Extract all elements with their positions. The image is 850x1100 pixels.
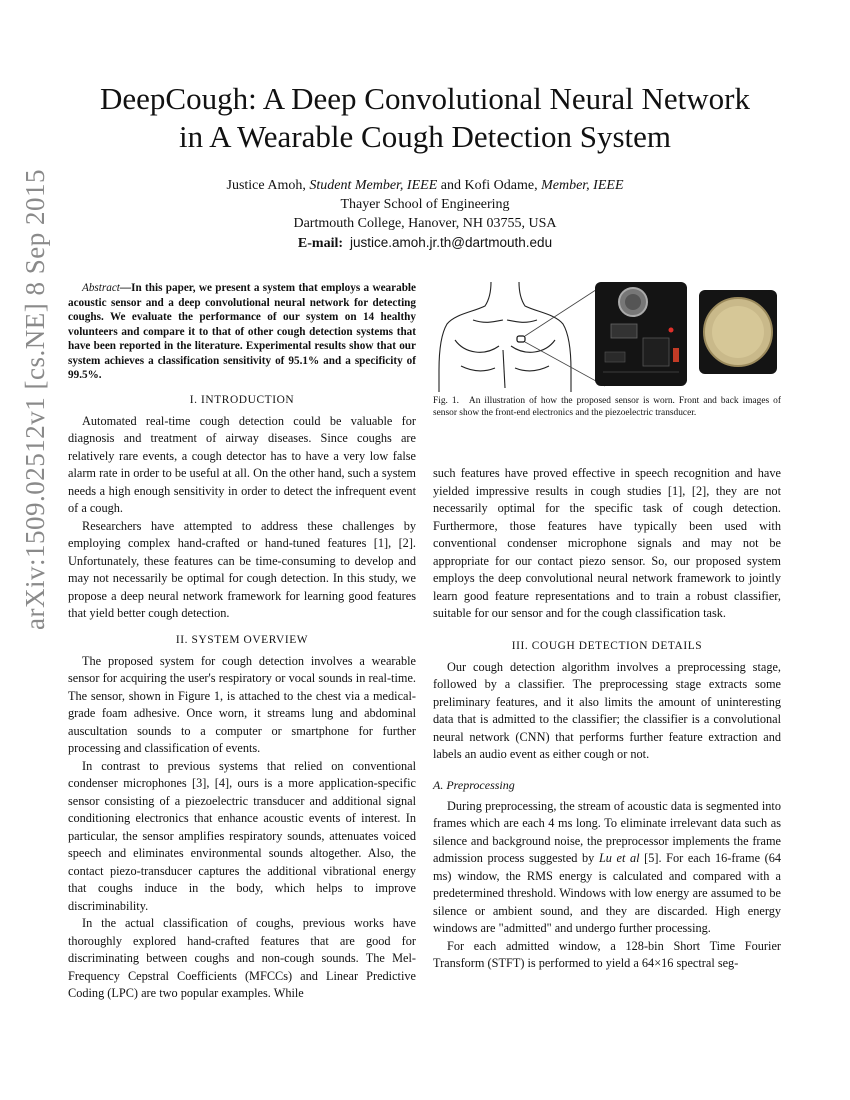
worn-sensor-marker [517, 336, 525, 342]
preprocessing-paragraph-1 [433, 798, 781, 938]
torso-sketch [439, 282, 571, 392]
overview-heading: II. SYSTEM OVERVIEW [175, 633, 309, 646]
preproc-citation: Lu et al [598, 851, 640, 865]
callout-line-bottom [525, 342, 605, 386]
sensor-front-image [595, 282, 687, 386]
abstract [68, 281, 416, 383]
author-block [0, 176, 850, 253]
title-line-1: DeepCough: A Deep Convolutional Neural Network [99, 81, 751, 116]
abstract-label: Abstract [82, 282, 120, 294]
email-line [0, 233, 850, 253]
title-line-2: in A Wearable Cough Detection System [179, 119, 671, 154]
affiliation-1: Thayer School of Engineering [340, 197, 510, 212]
affiliation-2: Dartmouth College, Hanover, NH 03755, USA [293, 216, 557, 231]
intro-heading: I. INTRODUCTION [189, 393, 295, 406]
author-1-role: Student Member, IEEE [309, 178, 438, 193]
overview-paragraph-1: The proposed system for cough detection involves a wearable sensor for acquiring the user's respiratory or vocal sounds in real-time. The sensor, shown in Figure 1, is attached to the chest via a medical-grade foam adhesive. Once worn, it streams lung and abdominal auscultation sounds to a computer or smartphone for further processing and classification of events. [68, 653, 416, 755]
figure-caption-text: An illustration of how the proposed sensor is worn. Front and back images of sensor show the front-end electronics and the piezoelectric transducer. [433, 396, 781, 418]
left-column [68, 281, 416, 1003]
email-label: E-mail: [297, 236, 344, 251]
overview-paragraph-3: In the actual classification of coughs, previous works have thoroughly explored hand-crafted features that are good for discriminating between coughs and non-cough sounds. The Mel-Frequency Cepstral Coefficients (MFCCs) and Linear Predictive Coding (LPC) are two popular examples. While [68, 916, 416, 1000]
preprocessing-paragraph-2: For each admitted window, a 128-bin Short Time Fourier Transform (STFT) is performed to yield a 64×16 spectral seg- [433, 938, 781, 970]
author-2-role: Member, IEEE [541, 178, 624, 193]
figure-1 [433, 280, 781, 392]
abstract-text: —In this paper, we present a system that employs a wearable acoustic sensor and a deep convolutional neural network for detecting coughs. We evaluate the performance of our system on 14 healthy volunteers and compare it to that of other cough detection systems that have been reported in the literature. Experimental results show that our system achieves a classification sensitivity of 95.1% and a specificity of 99.5%. [68, 282, 416, 381]
sensor-back-image [699, 290, 777, 374]
author-1: Justice Amoh, [226, 178, 310, 193]
email-address[interactable]: justice.amoh.jr.th@dartmouth.edu [350, 235, 553, 250]
preprocessing-heading: A. Preprocessing [433, 777, 515, 792]
preproc-text-b: [5]. For each 16-frame (64 ms) window, the RMS energy is calculated and compared with a predetermined threshold. Windows with low energy are assumed to be silence or ambient sound, and they are discarded. High energy windows are "admitted" and undergo further processing. [433, 851, 782, 935]
overview-paragraph-2: In contrast to previous systems that relied on conventional condenser microphones [3], [4], ours is a more application-specific sensor consisting of a piezoelectric transducer and additional signal conditioning electronics that enhance acoustic events of interest. In particular, the sensor amplifies respiratory sounds, attenuates voiced speech and eliminates environmental sounds altogether. Also, the contact piezo-transducer captures the additional vibrational energy that coughs induce in the body, which helps to improve discriminability. [68, 758, 416, 913]
details-paragraph-1: Our cough detection algorithm involves a preprocessing stage, followed by a classifier. The preprocessing stage extracts some preliminary features, and it also limits the amount of uninteresting data that is admitted to the classifier; the classifier is a convolutional neural network (CNN) that performs further feature extraction and labels an audio event as either cough or not. [433, 659, 781, 761]
details-heading: III. COUGH DETECTION DETAILS [511, 639, 703, 652]
preproc-text-a: During preprocessing, the stream of acoustic data is segmented into frames which are each 4 ms long. To eliminate irrelevant data such as silence and background noise, the preprocessor implements the frame admission process suggested by [433, 798, 781, 865]
arxiv-stamp: arXiv:1509.02512v1 [cs.NE] 8 Sep 2015 [20, 169, 50, 630]
author-line [0, 176, 850, 195]
intro-paragraph-2: Researchers have attempted to address these challenges by employing complex hand-crafted or hand-tuned features [1], [2]. Unfortunately, these features can be time-consuming to develop and may not necessarily be optimal for cough detection. In this study, we propose a deep neural network framework for learning good features that yield better cough detection. [68, 518, 416, 620]
figure-label: Fig. 1. [433, 396, 459, 406]
sensor-illustration [433, 280, 781, 392]
author-2: and Kofi Odame, [437, 178, 542, 193]
intro-paragraph-1: Automated real-time cough detection could be valuable for diagnosis and treatment of airway diseases. Since coughs are relatively rare events, a cough detector has to have a very low false alarm rate in order to be useful at all. On the other hand, such a system needs a high enough sensitivity in order to detect the infrequent event of a cough. [68, 413, 416, 515]
right-column [433, 465, 781, 973]
figure-1-caption [433, 395, 781, 419]
paper-title [0, 80, 850, 156]
right-paragraph-1: such features have proved effective in speech recognition and have yielded impressive results in cough studies [1], [2], they are not necessarily optimal for the specific task of cough detection. Furthermore, those features have typically been used with conventional condenser microphone signals and may not be appropriate for our contact piezo sensor. So, our proposed system employs the deep convolutional neural network framework to jointly learn good feature representations and to train a robust classifier, suitable for our sensor and for the cough classification task. [433, 466, 781, 620]
